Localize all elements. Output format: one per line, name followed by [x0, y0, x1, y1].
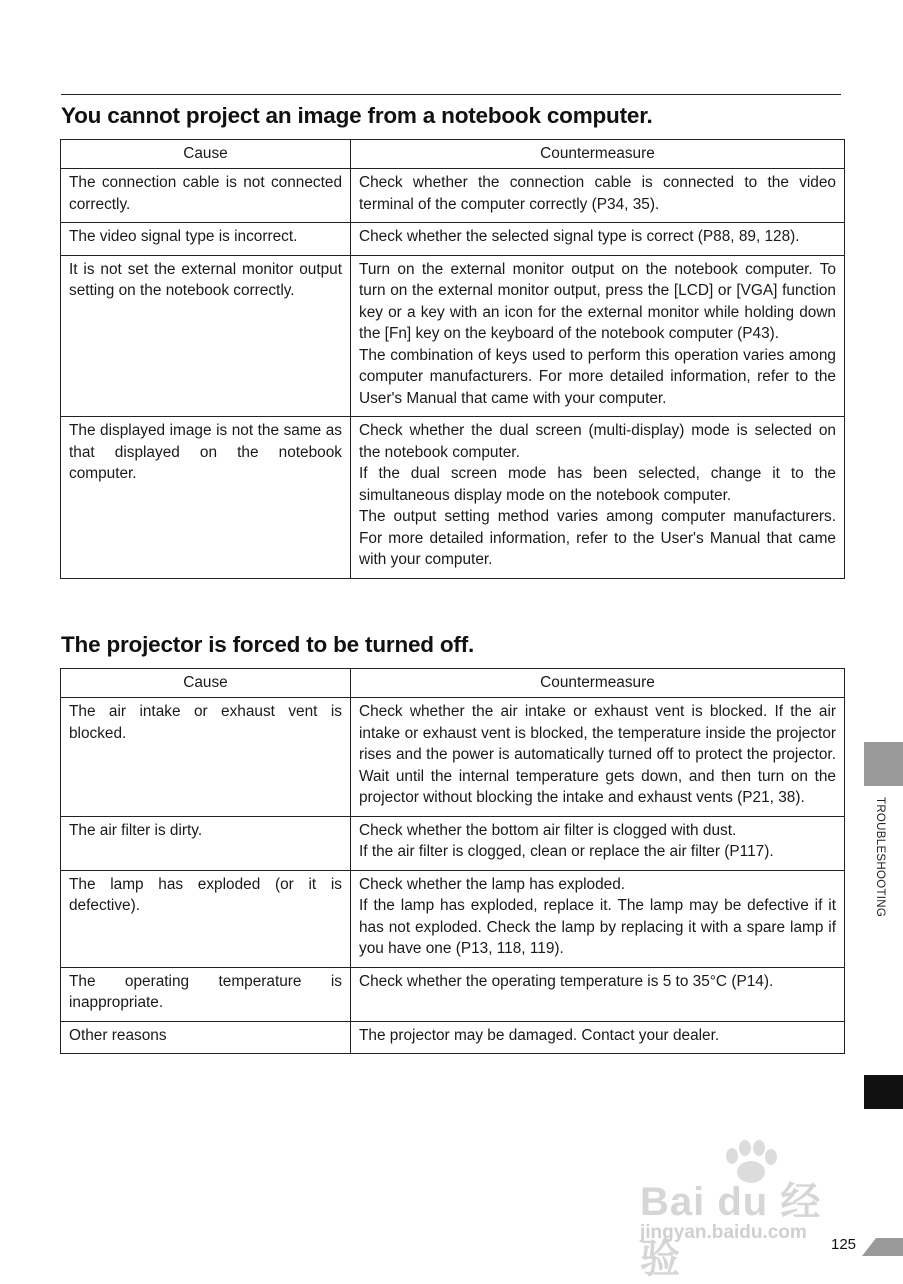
countermeasure-paragraph: Check whether the dual screen (multi-display) mode is selected on the notebook computer. [359, 422, 836, 461]
countermeasure-cell [351, 967, 845, 1021]
table-row [61, 1021, 845, 1054]
table-row [61, 870, 845, 967]
countermeasure-paragraph: Check whether the bottom air filter is clogged with dust. [359, 821, 737, 839]
table-row [61, 698, 845, 817]
section-title-notebook: You cannot project an image from a notebook computer. [61, 103, 653, 128]
chapter-tab-grey [864, 742, 903, 786]
countermeasure-paragraph: If the lamp has exploded, replace it. The lamp may be defective if it has not exploded. Check the lamp by replacing it with a spare lamp if you have one (P13, 118, 119). [359, 897, 836, 957]
countermeasure-paragraph: If the dual screen mode has been selected, change it to the simultaneous display mode on the notebook computer. [359, 465, 836, 504]
countermeasure-paragraph: Check whether the selected signal type is correct (P88, 89, 128). [359, 228, 800, 245]
watermark-brand: Bai du 经验 [640, 1180, 822, 1281]
watermark-url: jingyan.baidu.com [640, 1222, 807, 1243]
countermeasure-cell [351, 1021, 845, 1054]
page-corner-wedge [862, 1238, 903, 1256]
countermeasure-paragraph: The projector may be damaged. Contact your dealer. [359, 1026, 720, 1044]
countermeasure-paragraph: Check whether the air intake or exhaust vent is blocked. If the air intake or exhaust vent is blocked, the temperature inside the projector rises and the power is automatically turned off to protect the projector. Wait until the internal temperature gets down, and then turn on the projector without blocking the intake and exhaust vents (P21, 38). [359, 703, 836, 806]
countermeasure-cell [351, 698, 845, 817]
countermeasure-cell [351, 417, 845, 579]
countermeasure-paragraph: Check whether the connection cable is connected to the video terminal of the computer correctly (P34, 35). [359, 174, 836, 213]
table-notebook [60, 139, 845, 579]
countermeasure-cell [351, 255, 845, 417]
cause-cell: It is not set the external monitor output setting on the notebook correctly. [61, 255, 351, 417]
column-header-cause: Cause [61, 140, 351, 169]
column-header-countermeasure: Countermeasure [351, 140, 845, 169]
cause-cell: The air intake or exhaust vent is blocked. [61, 698, 351, 817]
countermeasure-paragraph: The output setting method varies among computer manufacturers. For more detailed information, refer to the User's Manual that came with your computer. [359, 508, 836, 568]
section-title-forced-off: The projector is forced to be turned off. [61, 632, 475, 657]
table-row [61, 255, 845, 417]
countermeasure-cell [351, 223, 845, 256]
table-row [61, 223, 845, 256]
page-number: 125 [831, 1236, 857, 1253]
countermeasure-paragraph: Check whether the operating temperature is 5 to 35°C (P14). [359, 972, 774, 990]
cause-cell: The video signal type is incorrect. [61, 223, 351, 256]
column-header-cause: Cause [61, 669, 351, 698]
table-row [61, 417, 845, 579]
top-rule [61, 94, 841, 95]
countermeasure-cell [351, 870, 845, 967]
side-tab-text: TROUBLESHOOTING [874, 797, 886, 918]
countermeasure-paragraph: Turn on the external monitor output on the notebook computer. To turn on the external monitor output, press the [LCD] or [VGA] function key or a key with an icon for the external monitor while holding down the [Fn] key on the keyboard of the notebook computer (P43). [359, 260, 836, 342]
side-tab-label [870, 797, 886, 918]
cause-cell: The lamp has exploded (or it is defective). [61, 870, 351, 967]
countermeasure-paragraph: Check whether the lamp has exploded. [359, 875, 626, 893]
baidu-watermark [640, 1140, 850, 1281]
cause-cell: The operating temperature is inappropriate. [61, 967, 351, 1021]
countermeasure-cell [351, 169, 845, 223]
cause-cell: Other reasons [61, 1021, 351, 1054]
table-header-row [61, 669, 845, 698]
table-header-row [61, 140, 845, 169]
column-header-countermeasure: Countermeasure [351, 669, 845, 698]
table-row [61, 967, 845, 1021]
table-row [61, 169, 845, 223]
table-forced-off [60, 668, 845, 1054]
cause-cell: The connection cable is not connected correctly. [61, 169, 351, 223]
table-row [61, 816, 845, 870]
cause-cell: The displayed image is not the same as that displayed on the notebook computer. [61, 417, 351, 579]
chapter-tab-black [864, 1075, 903, 1109]
countermeasure-cell [351, 816, 845, 870]
countermeasure-paragraph: The combination of keys used to perform this operation varies among computer manufacturers. For more detailed information, refer to the User's Manual that came with your computer. [359, 346, 836, 407]
countermeasure-paragraph: If the air filter is clogged, clean or replace the air filter (P117). [359, 843, 774, 860]
cause-cell: The air filter is dirty. [61, 816, 351, 870]
